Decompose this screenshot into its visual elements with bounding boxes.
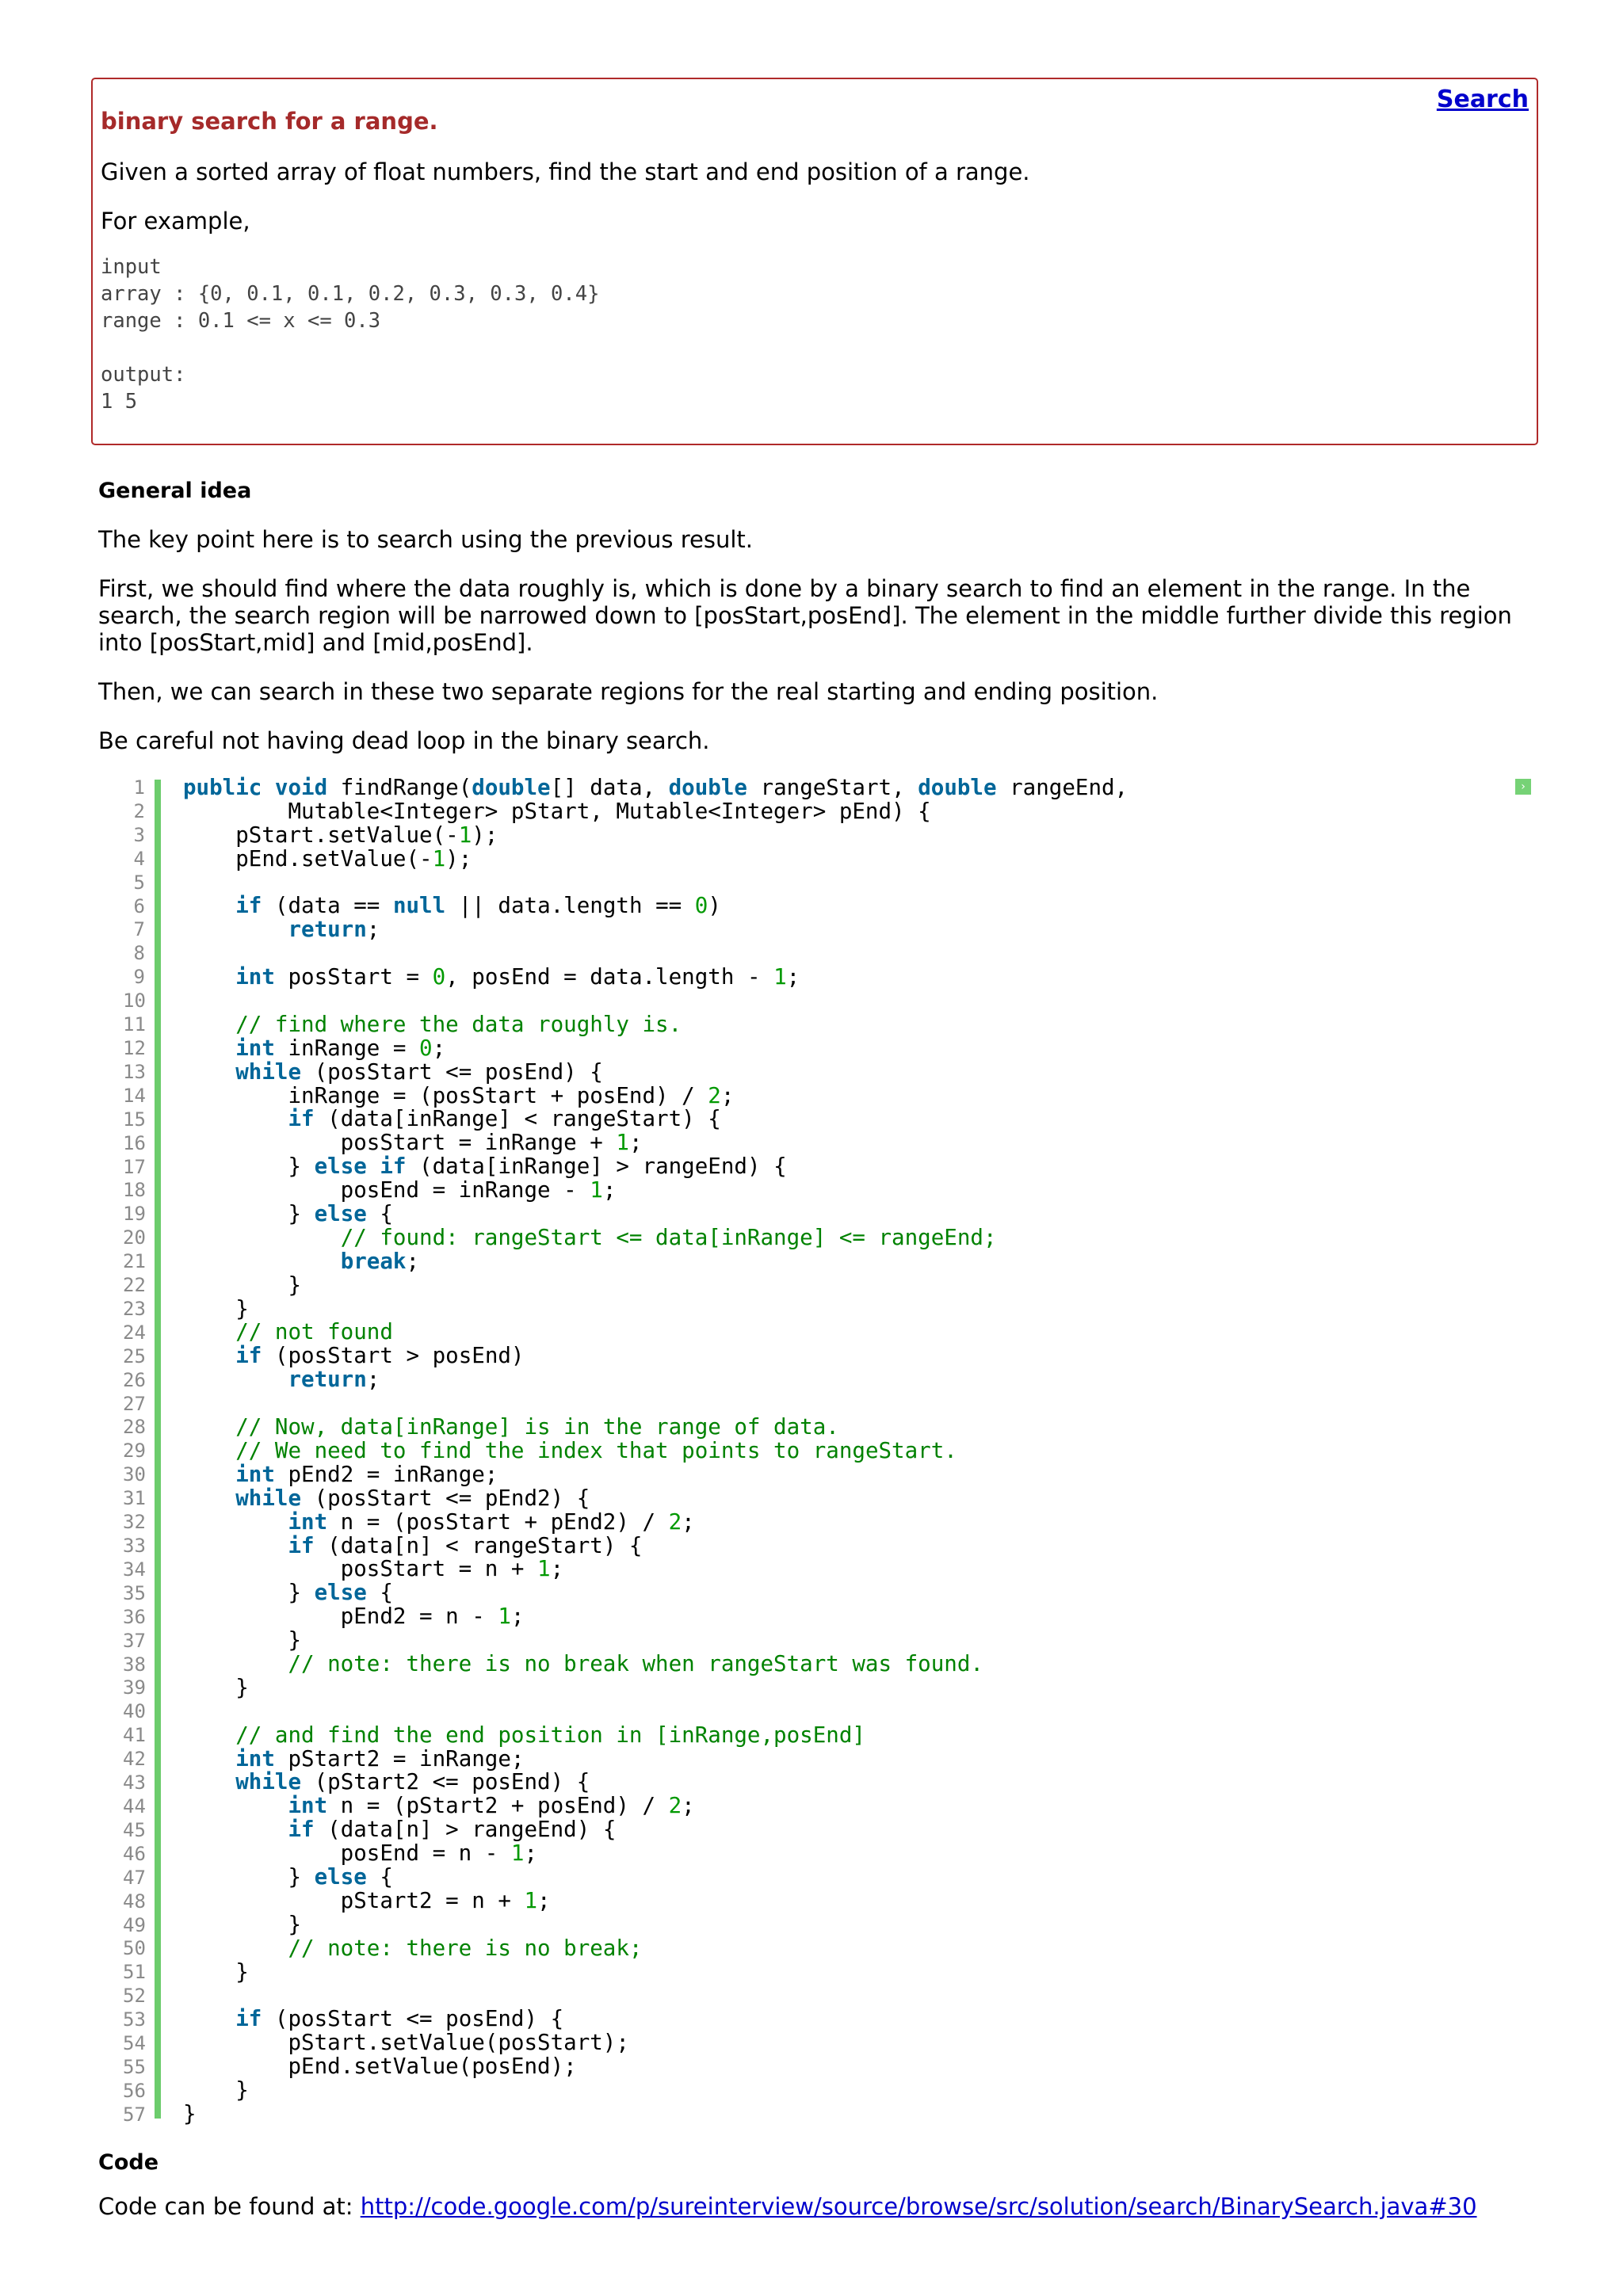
code-line: int pStart2 = inRange; bbox=[235, 1745, 525, 1772]
gutter-bar bbox=[155, 780, 161, 2119]
idea-paragraph-2: First, we should find where the data roughly is, which is done by a binary search to find an element in the range. In the search, the search region will be narrowed down to [posStart,posEnd]. The element in the middle further divide this region into [posStart,mid] and [mid,posEnd]. bbox=[98, 575, 1512, 656]
code-line: break; bbox=[340, 1248, 420, 1274]
code-line: posEnd = inRange - 1; bbox=[183, 1177, 617, 1203]
code-line: } bbox=[183, 1911, 302, 1937]
code-line: int posStart = 0, posEnd = data.length - 1; bbox=[235, 964, 800, 990]
code-line: } bbox=[183, 1958, 249, 1985]
code-line: public void findRange(double[] data, double rangeStart, double rangeEnd, bbox=[183, 775, 1128, 800]
code-line: if (data[n] > rangeEnd) { bbox=[288, 1817, 617, 1843]
code-line: if (data == null || data.length == 0) bbox=[235, 893, 721, 919]
code-line: // note: there is no break when rangeStart was found. bbox=[288, 1650, 983, 1676]
code-line: } else { bbox=[183, 1201, 393, 1227]
code-line: pEnd.setValue(posEnd); bbox=[183, 2054, 577, 2080]
idea-paragraph-3: Then, we can search in these two separate regions for the real starting and ending position. bbox=[98, 678, 1159, 705]
code-line: } else { bbox=[183, 1863, 393, 1890]
code-line: pStart2 = n + 1; bbox=[183, 1887, 551, 1913]
code-line bbox=[183, 1392, 1128, 1416]
code-line: if (data[n] < rangeStart) { bbox=[288, 1532, 643, 1558]
code-line: } bbox=[183, 2077, 249, 2103]
code-line: pEnd.setValue(-1); bbox=[183, 845, 472, 871]
code-line: Mutable<Integer> pStart, Mutable<Integer> pEnd) { bbox=[183, 798, 931, 824]
code-heading: Code bbox=[98, 2150, 159, 2175]
code-line: while (posStart <= posEnd) { bbox=[235, 1058, 603, 1085]
code-line: } else { bbox=[183, 1580, 393, 1606]
code-line: } bbox=[183, 2100, 197, 2126]
code-line bbox=[183, 871, 1128, 895]
code-line bbox=[183, 1984, 1128, 2008]
code-line: } bbox=[183, 1627, 302, 1653]
code-line: if (data[inRange] < rangeStart) { bbox=[288, 1106, 721, 1132]
code-line: // Now, data[inRange] is in the range of data. bbox=[235, 1414, 839, 1440]
code-block bbox=[123, 773, 1541, 2130]
code-line: pStart.setValue(posStart); bbox=[183, 2030, 629, 2056]
code-line bbox=[183, 1700, 1128, 1724]
code-lines bbox=[183, 776, 1128, 2126]
general-idea-heading: General idea bbox=[98, 479, 252, 503]
code-location-prefix: Code can be found at: bbox=[98, 2193, 361, 2220]
line-numbers: 1 2 3 4 5 6 7 8 9 10 11 12 13 14 15 16 17 18 19 20 21 22 23 24 25 26 27 28 29 30 31 32 33 34 35 36 37 38 39 40 41 42 43 44 45 46 47 48 49 50 51 52 53 54 55 56 57 bbox=[123, 776, 146, 2126]
code-line: while (pStart2 <= posEnd) { bbox=[235, 1769, 590, 1795]
problem-title: binary search for a range. bbox=[101, 108, 438, 135]
code-line: // find where the data roughly is. bbox=[235, 1011, 682, 1037]
code-line: pStart.setValue(-1); bbox=[183, 822, 498, 848]
code-line: // not found bbox=[235, 1319, 393, 1345]
code-line: if (posStart > posEnd) bbox=[235, 1343, 525, 1369]
code-line: // We need to find the index that points to rangeStart. bbox=[235, 1437, 957, 1463]
code-line: return; bbox=[288, 1367, 380, 1393]
source-link[interactable]: http://code.google.com/p/sureinterview/source/browse/src/solution/search/BinarySearch.java#30 bbox=[360, 2193, 1477, 2220]
code-line: inRange = (posStart + posEnd) / 2; bbox=[183, 1082, 735, 1108]
code-line: } bbox=[183, 1674, 249, 1700]
problem-box bbox=[91, 78, 1538, 445]
code-line: return; bbox=[288, 917, 380, 943]
code-line: } bbox=[183, 1295, 249, 1322]
code-line: } bbox=[183, 1272, 302, 1298]
code-line: posStart = inRange + 1; bbox=[183, 1130, 643, 1156]
code-line: // and find the end position in [inRange,posEnd] bbox=[235, 1722, 865, 1748]
code-line: } else if (data[inRange] > rangeEnd) { bbox=[183, 1154, 787, 1180]
code-line: int n = (pStart2 + posEnd) / 2; bbox=[288, 1793, 695, 1819]
problem-description: Given a sorted array of float numbers, find the start and end position of a range. bbox=[101, 158, 1030, 185]
code-line: pEnd2 = n - 1; bbox=[183, 1604, 525, 1630]
code-line: if (posStart <= posEnd) { bbox=[235, 2006, 564, 2032]
idea-paragraph-1: The key point here is to search using the previous result. bbox=[98, 526, 753, 553]
idea-paragraph-4: Be careful not having dead loop in the binary search. bbox=[98, 727, 710, 754]
code-line bbox=[183, 990, 1128, 1013]
example-intro: For example, bbox=[101, 208, 250, 235]
code-line bbox=[183, 942, 1128, 966]
code-line: // note: there is no break; bbox=[288, 1935, 643, 1961]
code-line: posEnd = n - 1; bbox=[183, 1840, 538, 1867]
code-line: int pEnd2 = inRange; bbox=[235, 1461, 498, 1487]
code-line: // found: rangeStart <= data[inRange] <= rangeEnd; bbox=[340, 1224, 997, 1250]
code-location bbox=[98, 2193, 1541, 2220]
code-line: posStart = n + 1; bbox=[183, 1556, 564, 1582]
code-line: while (posStart <= pEnd2) { bbox=[235, 1485, 590, 1511]
search-link[interactable]: Search bbox=[1436, 86, 1529, 113]
code-line: int n = (posStart + pEnd2) / 2; bbox=[288, 1508, 695, 1535]
code-line: int inRange = 0; bbox=[235, 1035, 446, 1061]
expand-source-icon[interactable]: › bbox=[1515, 779, 1531, 795]
example-block: input array : {0, 0.1, 0.1, 0.2, 0.3, 0.3, 0.4} range : 0.1 <= x <= 0.3 output: 1 5 bbox=[101, 255, 600, 414]
